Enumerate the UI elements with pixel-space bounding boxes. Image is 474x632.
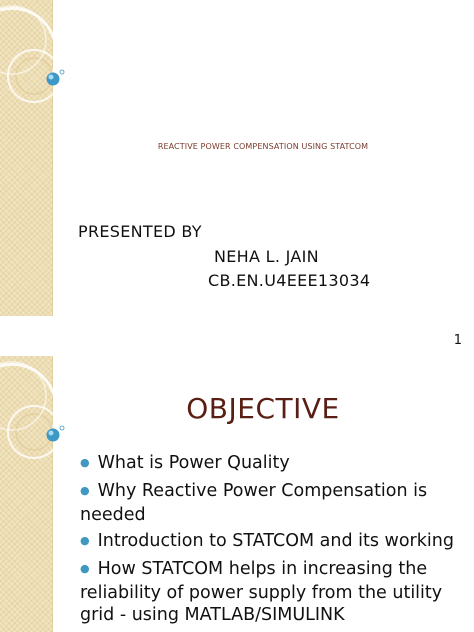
- presented-by-label: PRESENTED BY: [78, 222, 202, 241]
- bullet-dot-icon: ●: [80, 534, 90, 547]
- slide-gap: [0, 316, 474, 356]
- bullet-text: What is Power Quality: [97, 453, 290, 473]
- bullet-dot-icon: ●: [80, 562, 90, 575]
- list-item: [80, 480, 456, 526]
- slide-title: REACTIVE POWER COMPENSATION USING STATCOM: [157, 142, 369, 151]
- bullet-text: Why Reactive Power Compensation is needed: [80, 481, 428, 525]
- blue-orb-icon: [47, 70, 65, 86]
- list-item: [80, 558, 456, 626]
- objective-list: [80, 452, 456, 630]
- bullet-dot-icon: ●: [80, 484, 90, 497]
- page-number: 1: [453, 333, 462, 348]
- blue-orb-icon: [47, 426, 65, 442]
- slide-2: [0, 356, 474, 632]
- list-item: [80, 530, 456, 554]
- presenter-name: NEHA L. JAIN: [214, 247, 319, 266]
- objective-title: OBJECTIVE: [186, 392, 340, 425]
- bullet-text: Introduction to STATCOM and its working: [97, 531, 454, 551]
- roll-number: CB.EN.U4EEE13034: [208, 271, 371, 290]
- bullet-text: How STATCOM helps in increasing the reliability of power supply from the utility grid - using MATLAB/SIMULINK: [80, 559, 443, 625]
- bullet-dot-icon: ●: [80, 456, 90, 469]
- list-item: [80, 452, 456, 476]
- swirl-decoration-icon: [0, 0, 90, 120]
